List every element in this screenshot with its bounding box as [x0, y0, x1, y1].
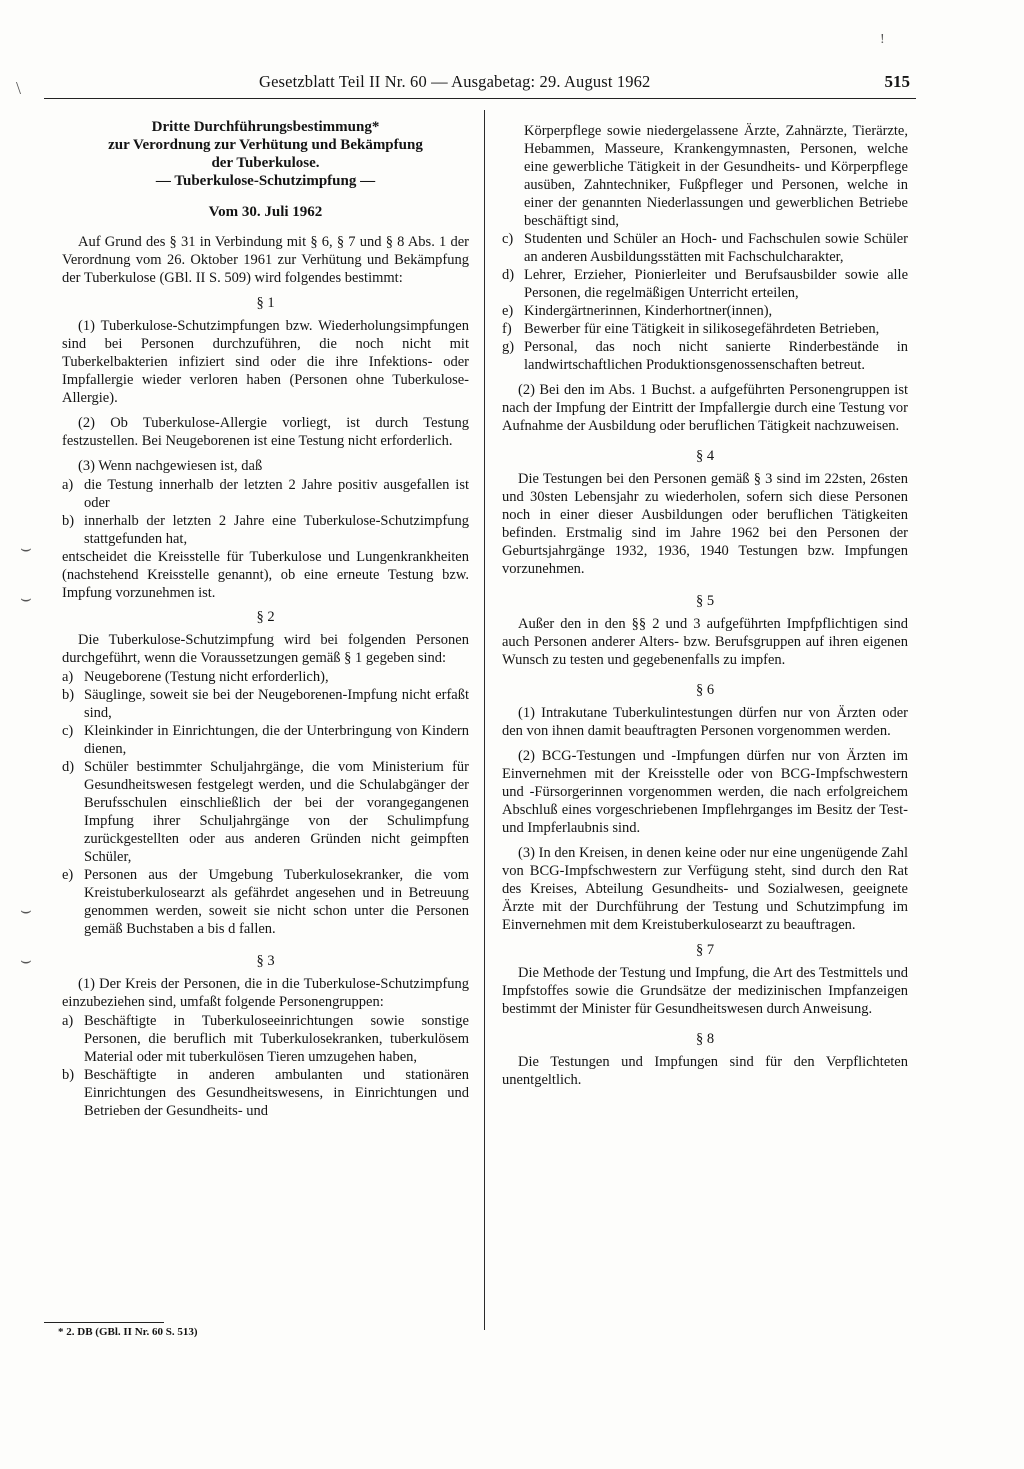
section-heading: § 5 — [695, 593, 715, 609]
title-line: der Tuberkulose. — [211, 155, 320, 171]
footnote: * 2. DB (GBl. II Nr. 60 S. 513) — [58, 1326, 198, 1338]
paragraph: (1) Intrakutane Tuberkulintestungen dürfen nur von Ärzten oder den von ihnen damit beauftragten Personen vorgenommen werden. — [502, 705, 908, 739]
item-text: Beschäftigte in Tuberkuloseeinrichtungen sowie sonstige Personen, die beruflich mit Tuberkulosekranken, tuberkulösem Material oder mit tuberkulösen Tieren umzugehen haben, — [84, 1013, 469, 1065]
item-label: f) — [502, 321, 512, 337]
page-number: 515 — [884, 72, 910, 91]
section-heading: § 8 — [695, 1031, 715, 1047]
margin-mark: ⌣ — [20, 538, 32, 558]
list-item — [62, 476, 469, 512]
paragraph: Die Testungen bei den Personen gemäß § 3 sind im 22sten, 26sten und 30sten Lebensjahr zu wiederholen, sofern sich diese Personen noch in einer dieser Ausbildungen oder beruflichen Tätigkeiten befinden. Erstmalig sind im Jahre 1962 bei den Personen der Geburtsjahrgänge 1932, 1936, 1940 Testungen bzw. Impfungen vorzunehmen. — [502, 471, 908, 577]
section-heading: § 4 — [695, 448, 715, 464]
paragraph: (3) In den Kreisen, in denen keine oder nur eine ungenügende Zahl von BCG-Impfschwestern zur Verfügung steht, sind durch den Rat des Kreises, Abteilung Gesundheits- und Sozialwesen, geeignete Ärzte mit der Durchführung der Testung und Schutzimpfung im Einvernehmen mit dem Kreistuberkulosearzt zu beauftragen. — [502, 845, 908, 933]
column-divider — [484, 110, 485, 1330]
item-label: d) — [502, 267, 515, 283]
item-label: b) — [62, 513, 75, 529]
item-label: b) — [62, 687, 75, 703]
item-text: Schüler bestimmter Schuljahrgänge, die vom Ministerium für Gesundheitswesen festgelegt werden, und die Schulabgänger der Berufsschulen einschließlich der bei der vorangegangenen Impfung ihrer Schuljahrgänge von der Schulimpfung zurückgestellten oder aus anderen Gründen nicht geimpften Schüler, — [84, 759, 469, 865]
item-text: Neugeborene (Testung nicht erforderlich), — [84, 669, 329, 685]
item-text: Beschäftigte in anderen ambulanten und stationären Einrichtungen des Gesundheitswesens, in Einrichtungen und Betrieben der Gesundheits- und — [84, 1067, 469, 1119]
item-label: c) — [62, 723, 74, 739]
list-item — [502, 266, 908, 302]
list-item — [62, 512, 469, 548]
left-column — [62, 118, 469, 1120]
margin-mark: ⌣ — [20, 900, 32, 920]
list-item — [502, 230, 908, 266]
section-heading: § 7 — [695, 942, 715, 958]
margin-mark: ⌣ — [20, 950, 32, 970]
item-text: Körperpflege sowie niedergelassene Ärzte, Zahnärzte, Tierärzte, Hebammen, Masseure, Krankengymnasten, Personen, welche eine gewerbliche Tätigkeit in der Gesundheits- und Körperpflege ausüben, Zahntechniker, Fußpfleger und Personen, welche in einer der genannten Niederlassungen und gewerblichen Betriebe beschäftigt sind, — [524, 123, 908, 229]
item-label: b) — [62, 1067, 75, 1083]
running-title: Gesetzblatt Teil II Nr. 60 — Ausgabetag: 29. August 1962 — [259, 72, 651, 91]
item-text: Kindergärtnerinnen, Kinderhortner(innen), — [524, 303, 773, 319]
item-text: Personal, das noch nicht sanierte Rinderbestände in landwirtschaftlichen Produktionsgenossenschaften betreut. — [524, 339, 908, 373]
item-text: Lehrer, Erzieher, Pionierleiter und Berufsausbilder sowie alle Personen, die regelmäßigen Unterricht erteilen, — [524, 267, 908, 301]
item-text: Studenten und Schüler an Hoch- und Fachschulen sowie Schüler an anderen Ausbildungsstätten mit Fachschulcharakter, — [524, 231, 908, 265]
section-heading: § 2 — [256, 609, 275, 625]
paragraph: (2) Ob Tuberkulose-Allergie vorliegt, ist durch Testung festzustellen. Bei Neugeborenen ist eine Testung nicht erforderlich. — [62, 415, 469, 449]
document-date: Vom 30. Juli 1962 — [208, 204, 323, 220]
paragraph: (2) Bei den im Abs. 1 Buchst. a aufgeführten Personengruppen ist nach der Impfung der Eintritt der Impfallergie durch eine Testung vor Aufnahme der Ausbildung oder beruflichen Tätigkeit nachzuweisen. — [502, 382, 908, 434]
section-heading: § 1 — [256, 295, 275, 311]
item-text: Personen aus der Umgebung Tuberkulosekranker, die vom Kreistuberkulosearzt als gefährdet angesehen und in Betreuung genommen werden, soweit sie nicht schon unter die Personen gemäß Buchstaben a bis d fallen. — [84, 867, 469, 937]
document-title — [62, 118, 469, 190]
page-header — [44, 70, 916, 99]
item-text: Bewerber für eine Tätigkeit in silikosegefährdeten Betrieben, — [524, 321, 880, 337]
margin-mark: \ — [16, 78, 22, 98]
list-item — [62, 686, 469, 722]
title-line: Dritte Durchführungsbestimmung* — [151, 119, 380, 135]
list-item — [62, 668, 469, 686]
item-label: a) — [62, 477, 74, 493]
list-item — [62, 1012, 469, 1066]
list-item — [62, 1066, 469, 1120]
title-line: zur Verordnung zur Verhütung und Bekämpfung — [108, 137, 423, 153]
margin-mark: ! — [880, 32, 885, 47]
subtitle: — Tuberkulose-Schutzimpfung — — [155, 173, 376, 189]
paragraph: (1) Der Kreis der Personen, die in die Tuberkulose-Schutzimpfung einzubeziehen sind, umfaßt folgende Personengruppen: — [62, 976, 469, 1010]
list-item — [62, 866, 469, 938]
section-heading: § 6 — [695, 682, 715, 698]
list-item — [502, 320, 908, 338]
list-item — [62, 722, 469, 758]
preamble: Auf Grund des § 31 in Verbindung mit § 6, § 7 und § 8 Abs. 1 der Verordnung vom 26. Oktober 1961 zur Verhütung und Bekämpfung der Tuberkulose (GBl. II S. 509) wird folgendes bestimmt: — [62, 234, 469, 286]
paragraph: (3) Wenn nachgewiesen ist, daß — [78, 458, 263, 474]
paragraph: (2) BCG-Testungen und -Impfungen dürfen nur von Ärzten im Einvernehmen mit der Kreisstelle oder von BCG-Impfschwestern und -Fürsorgerinnen vorgenommen werden, die nach erfolgreichem Abschluß eines vorgeschriebenen Impflehrganges im Besitz der Test- und Impferlaubnis sind. — [502, 748, 908, 836]
item-label: e) — [502, 303, 514, 319]
item-text: Säuglinge, soweit sie bei der Neugeborenen-Impfung nicht erfaßt sind, — [84, 687, 469, 721]
paragraph: Außer den in den §§ 2 und 3 aufgeführten Impfpflichtigen sind auch Personen anderer Alters- bzw. Berufsgruppen auf ihren eigenen Wunsch zu testen und gegebenenfalls zu impfen. — [502, 616, 908, 668]
paragraph: Die Methode der Testung und Impfung, die Art des Testmittels und Impfstoffes sowie die Grundsätze der medizinischen Impfanzeigen bestimmt der Minister für Gesundheitswesen durch Anweisung. — [502, 965, 908, 1017]
item-text: Kleinkinder in Einrichtungen, die der Unterbringung von Kindern dienen, — [84, 723, 469, 757]
item-label: a) — [62, 669, 74, 685]
list-item — [502, 302, 908, 320]
list-item — [502, 338, 908, 374]
margin-mark: ⌣ — [20, 588, 32, 608]
item-label: c) — [502, 231, 514, 247]
list-item-continuation — [502, 122, 908, 230]
item-label: g) — [502, 339, 515, 355]
paragraph: Die Testungen und Impfungen sind für den Verpflichteten unentgeltlich. — [502, 1054, 908, 1088]
item-label: d) — [62, 759, 75, 775]
paragraph: Die Tuberkulose-Schutzimpfung wird bei folgenden Personen durchgeführt, wenn die Voraussetzungen gemäß § 1 gegeben sind: — [62, 632, 469, 666]
list-item — [62, 758, 469, 866]
item-text: die Testung innerhalb der letzten 2 Jahre positiv ausgefallen ist oder — [84, 477, 469, 511]
paragraph: entscheidet die Kreisstelle für Tuberkulose und Lungenkrankheiten (nachstehend Kreisstelle genannt), ob eine erneute Testung bzw. Impfung vorzunehmen ist. — [62, 549, 469, 601]
paragraph: (1) Tuberkulose-Schutzimpfungen bzw. Wiederholungsimpfungen sind bei Personen durchzuführen, die noch nicht mit Tuberkelbakterien infiziert sind oder die ihre Infektions- oder Impfallergie wieder verloren haben (Personen ohne Tuberkulose-Allergie). — [62, 318, 469, 406]
item-label: e) — [62, 867, 74, 883]
section-heading: § 3 — [256, 953, 275, 969]
footnote-separator — [44, 1322, 164, 1323]
item-text: innerhalb der letzten 2 Jahre eine Tuberkulose-Schutzimpfung stattgefunden hat, — [84, 513, 469, 547]
right-column — [502, 122, 908, 1096]
item-label: a) — [62, 1013, 74, 1029]
